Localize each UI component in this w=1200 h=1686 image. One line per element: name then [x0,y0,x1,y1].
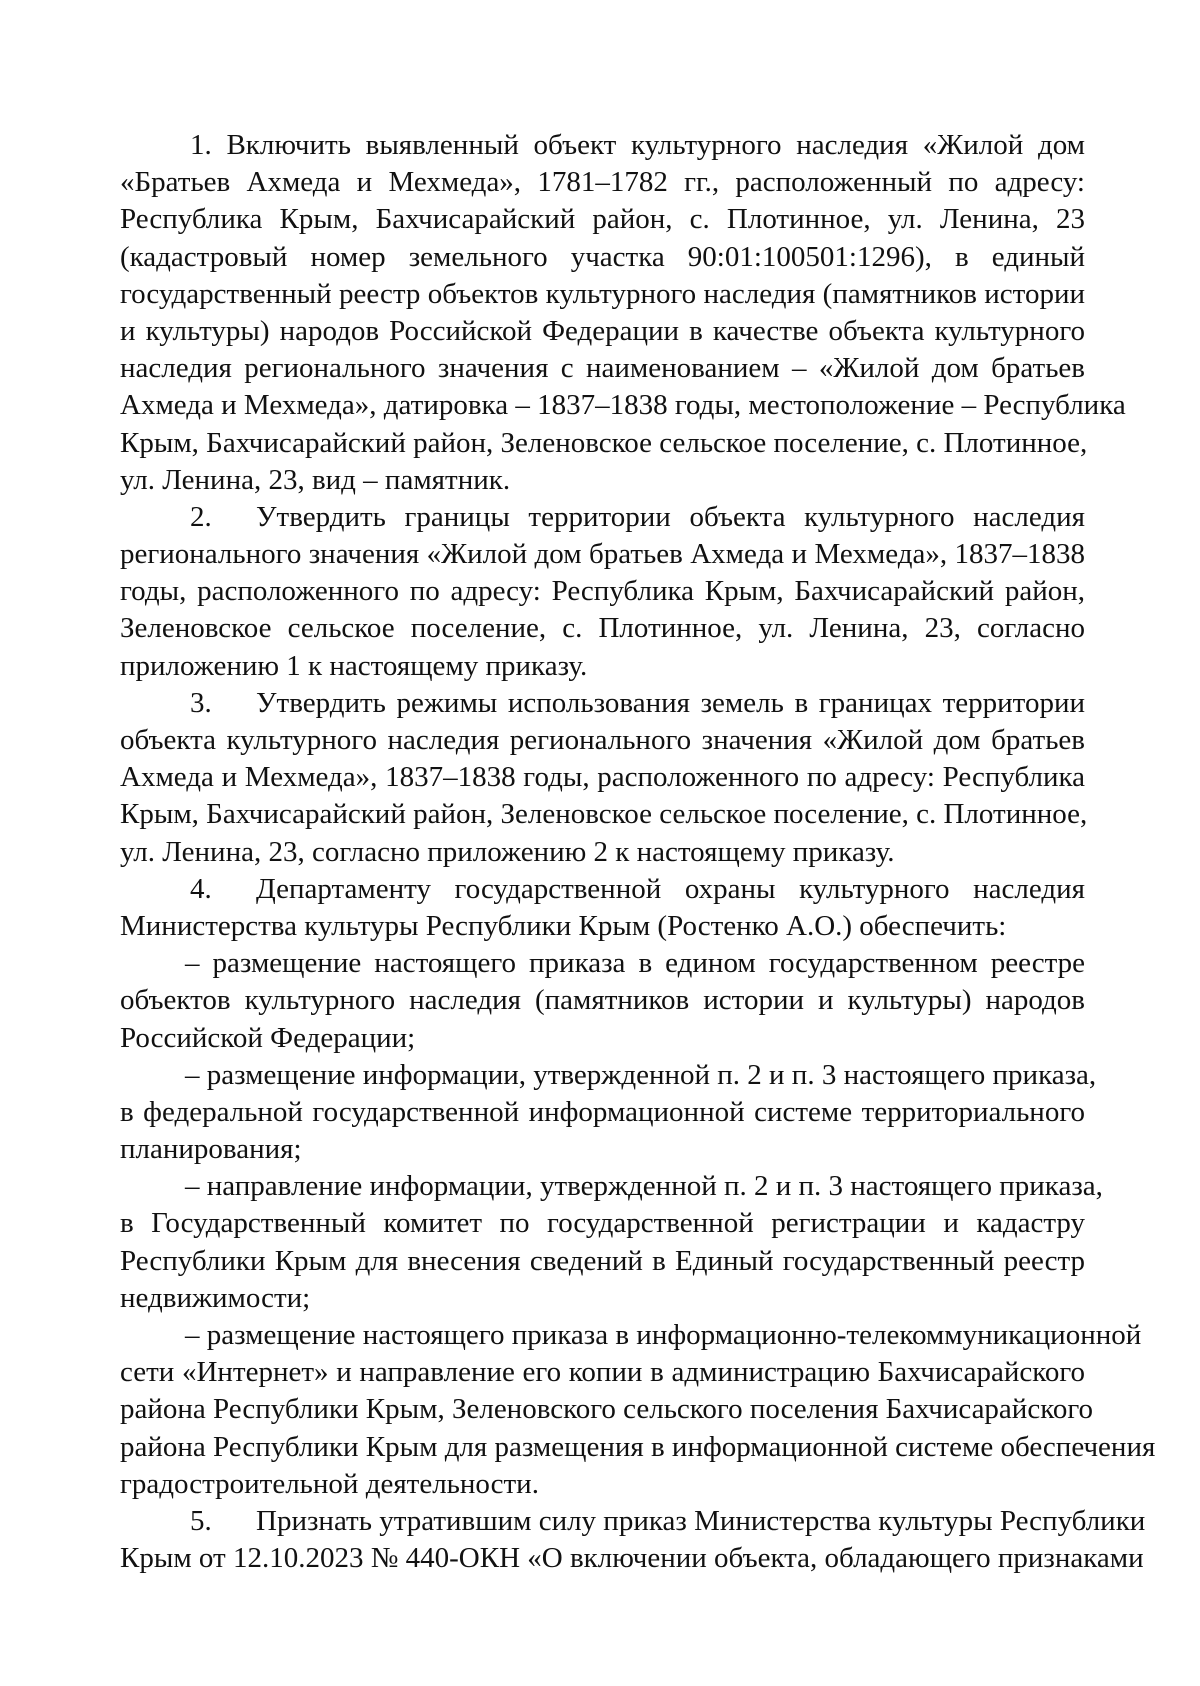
text-line: и культуры) народов Российской Федерации в качестве объекта культурного [120,314,1085,347]
paragraph-number: 3. [190,686,212,719]
document-body [120,127,1156,1577]
bullet-item-2 [120,1057,1097,1169]
text-line: Крым от 12.10.2023 № 440-ОКН «О включении объекта, обладающего признаками [120,1542,1144,1575]
bullet-item-1 [120,945,1085,1057]
text-line: Республика Крым, Бахчисарайский район, с. Плотинное, ул. Ленина, 23 [120,203,1085,236]
bullet-item-4 [120,1317,1156,1503]
text-line-content: Признать утратившим силу приказ Министерства культуры Республики [256,1504,1146,1537]
text-line: Крым, Бахчисарайский район, Зеленовское сельское поселение, с. Плотинное, [120,798,1088,831]
text-line: Крым, Бахчисарайский район, Зеленовское сельское поселение, с. Плотинное, [120,426,1088,459]
text-line: Министерства культуры Республики Крым (Ростенко А.О.) обеспечить: [120,909,1007,942]
text-line-content: Утвердить границы территории объекта культурного наследия [256,500,1085,533]
text-line: государственный реестр объектов культурного наследия (памятников истории [120,277,1085,310]
text-line [120,499,1085,536]
text-line: годы, расположенного по адресу: Республика Крым, Бахчисарайский район, [120,575,1085,608]
paragraph-4 [120,871,1085,945]
text-line: регионального значения «Жилой дом братьев Ахмеда и Мехмеда», 1837–1838 [120,538,1085,571]
text-line: ул. Ленина, 23, вид – памятник. [120,463,511,496]
text-line: района Республики Крым, Зеленовского сельского поселения Бахчисарайского [120,1393,1093,1426]
paragraph-1 [120,127,1126,499]
text-line: – размещение настоящего приказа в едином государственном реестре [185,947,1085,980]
text-line-content: Утвердить режимы использования земель в границах территории [256,686,1085,719]
text-line: Российской Федерации; [120,1021,416,1054]
text-line: ул. Ленина, 23, согласно приложению 2 к настоящему приказу. [120,835,895,868]
text-line: наследия регионального значения с наименованием – «Жилой дом братьев [120,352,1085,385]
text-line: 1. Включить выявленный объект культурного наследия «Жилой дом [190,129,1085,161]
text-line: планирования; [120,1133,302,1166]
text-line [120,871,1085,908]
text-line: Ахмеда и Мехмеда», датировка – 1837–1838 годы, местоположение – Республика [120,389,1126,422]
paragraph-number: 2. [190,500,212,533]
paragraph-3 [120,685,1088,871]
paragraph-number: 4. [190,872,212,905]
text-line [120,685,1085,722]
text-line: Республики Крым для внесения сведений в Единый государственный реестр [120,1244,1085,1277]
text-line: градостроительной деятельности. [120,1467,539,1500]
text-line: объектов культурного наследия (памятников истории и культуры) народов [120,984,1085,1017]
text-line: – направление информации, утвержденной п. 2 и п. 3 настоящего приказа, [185,1170,1103,1203]
text-line: – размещение настоящего приказа в информационно-телекоммуникационной [185,1319,1142,1351]
paragraph-number: 5. [190,1504,212,1537]
paragraph-2 [120,499,1085,685]
text-line-content: Департаменту государственной охраны культурного наследия [256,872,1085,905]
text-line: (кадастровый номер земельного участка 90:01:100501:1296), в единый [120,240,1085,273]
text-line: Зеленовское сельское поселение, с. Плотинное, ул. Ленина, 23, согласно [120,612,1085,645]
text-line: в Государственный комитет по государственной регистрации и кадастру [120,1207,1085,1240]
text-line: района Республики Крым для размещения в информационной системе обеспечения [120,1430,1156,1463]
text-line: недвижимости; [120,1281,311,1314]
text-line: сети «Интернет» и направление его копии в администрацию Бахчисарайского [120,1356,1085,1389]
text-line: «Братьев Ахмеда и Мехмеда», 1781–1782 гг., расположенный по адресу: [120,166,1085,199]
text-line: объекта культурного наследия регионального значения «Жилой дом братьев [120,724,1085,756]
text-line: Ахмеда и Мехмеда», 1837–1838 годы, расположенного по адресу: Республика [120,761,1085,794]
text-line: приложению 1 к настоящему приказу. [120,649,588,682]
paragraph-5 [120,1503,1146,1577]
text-line: – размещение информации, утвержденной п. 2 и п. 3 настоящего приказа, [185,1058,1097,1091]
text-line [120,1503,1146,1540]
text-line: в федеральной государственной информационной системе территориального [120,1095,1085,1128]
bullet-item-3 [120,1168,1103,1317]
